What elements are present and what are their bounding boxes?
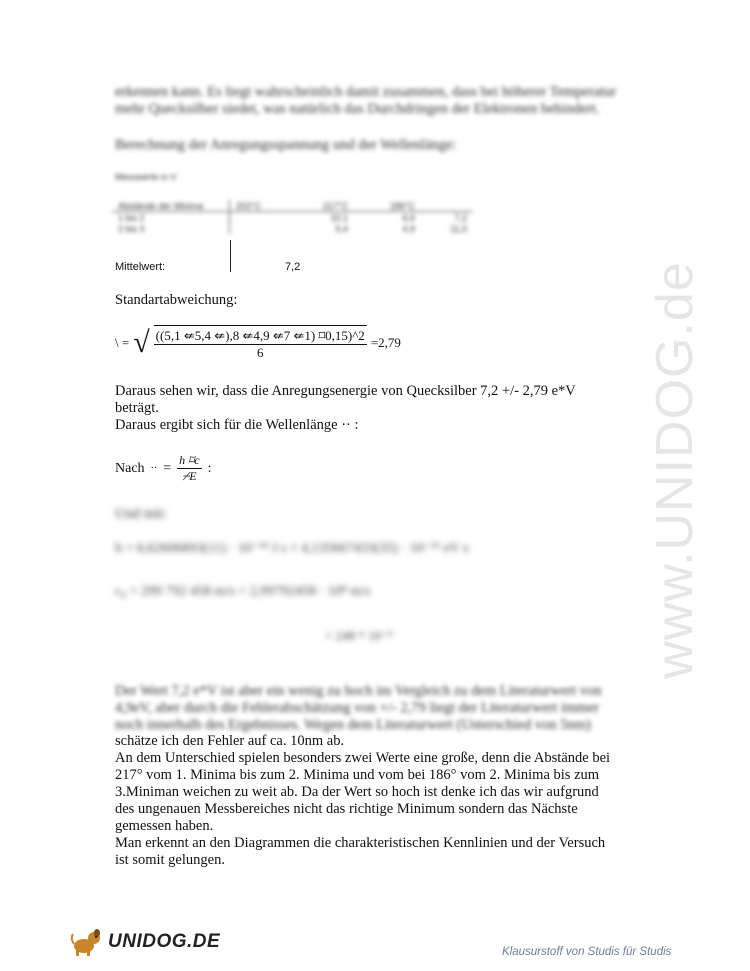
closing-line-6: gemessen haben. (115, 818, 214, 834)
table-divider (230, 240, 231, 272)
std-result: =2,79 (370, 335, 401, 350)
footer-logo[interactable] (70, 928, 220, 956)
table-cell: 4,9 (402, 223, 415, 234)
nach-suffix: : (207, 460, 212, 476)
table-row (112, 223, 473, 234)
table-cell: 1 bis 2 (118, 212, 145, 223)
nach-lambda: ·· (150, 463, 158, 474)
mean-label: Mittelwert: (115, 261, 166, 273)
closing-line-7: Man erkennt an den Diagrammen die charakteristischen Kennlinien und der Versuch (115, 835, 606, 851)
table-header: 186°C (389, 200, 415, 211)
std-numerator: ((5,1 ⇍5,4 ⇍),8 ⇍4,9 ⇍7 ⇍1) ⌑0,15)^2 (155, 328, 365, 343)
closing-line-8: ist somit gelungen. (115, 852, 225, 868)
std-formula (115, 325, 401, 361)
nach-eq: = (163, 460, 172, 476)
lambda-result: = 248 * 10⁻⁹ (325, 628, 393, 643)
section-heading: Berechnung der Anregungsspannung und der Wellenlänge: (115, 137, 457, 153)
blurred-para-line-3: noch innerhalb des Ergebnisses. Wegen dem Literaturwert (Unterschied von 5nm) (115, 717, 591, 733)
table-cell-empty (230, 212, 278, 224)
blurred-para-line-2: 4,9eV, aber durch die Fehlerabschätzung von +/- 2,79 liegt der Literaturwert immer (115, 700, 599, 716)
dog-icon (70, 928, 104, 956)
table-header: 217°C (322, 200, 348, 211)
table-header: Abstände der Minima (118, 200, 204, 211)
planck-line: h = 6,62606893(11) · 10⁻³⁴ J s = 4,135667433(35) · 10⁻¹⁵ eV s (115, 541, 469, 556)
nach-denominator: ⌿E (182, 469, 197, 483)
nach-numerator: h ⌑c (179, 453, 200, 467)
table-header-empty (421, 200, 473, 212)
closing-line-2: An dem Unterschied spielen besonders zwei Werte eine große, denn die Abstände bei (115, 750, 611, 766)
std-denominator: 6 (256, 345, 264, 360)
closing-line-4: 3.Miniman weichen zu weit ab. Da der Wert so hoch ist denke ich das wir aufgrund (115, 784, 599, 800)
std-label: Standartabweichung: (115, 292, 238, 308)
table-header: 202°C (230, 200, 278, 212)
table-cell: 7,2 (454, 212, 467, 223)
table-header-row (112, 200, 473, 212)
measurement-table (112, 200, 473, 234)
closing-line-1: schätze ich den Fehler auf ca. 10nm ab. (115, 733, 345, 749)
logo-text: UNIDOG.DE (108, 931, 221, 952)
table-caption: Messwerte in V (115, 172, 177, 182)
und-mit: Und mit: (115, 506, 167, 522)
blurred-para-line-1: Der Wert 7,2 e*V ist aber ein wenig zu hoch im Vergleich zu dem Literaturwert von (115, 683, 602, 699)
table-cell: 5,4 (335, 223, 348, 234)
footer-tagline: Klausurstoff von Studis für Studis (502, 946, 672, 958)
closing-line-3: 217° vom 1. Minima bis zum 2. Minima und vom bei 186° vom 2. Minima bis zum (115, 767, 600, 783)
result-line-3: Daraus ergibt sich für die Wellenlänge ·· : (115, 417, 359, 433)
table-cell: 6,6 (402, 212, 415, 223)
intro-line-1: erkennen kann. Es liegt wahrscheinlich damit zusammen, dass bei höherer Temperatur (115, 84, 617, 100)
nach-prefix: Nach (115, 460, 145, 476)
table-cell-empty (230, 223, 278, 234)
table-cell: 11,0 (450, 223, 467, 234)
std-formula-prefix: \ = (115, 335, 130, 350)
std-fraction (154, 325, 367, 361)
intro-line-2: mehr Quecksilber siedet, was natürlich das Durchdringen der Elektronen behindert. (115, 101, 600, 117)
watermark (620, 250, 730, 690)
nach-fraction (177, 453, 201, 484)
nach-formula (115, 453, 212, 484)
result-line-1: Daraus sehen wir, dass die Anregungsenergie von Quecksilber 7,2 +/- 2,79 e*V (115, 383, 576, 399)
mean-value: 7,2 (285, 261, 301, 273)
table-cell: 10,1 (330, 212, 348, 223)
table-cell: 2 bis 3 (118, 223, 145, 234)
speed-line: c₀ = 299 792 458 m/s = 2,99792458 · 10⁸ m/s (115, 584, 371, 599)
watermark-text: www.UNIDOG.de (646, 261, 704, 679)
result-line-2: beträgt. (115, 400, 159, 416)
closing-line-5: des ungenauen Messbereiches nicht das richtige Minimum sondern das Nächste (115, 801, 578, 817)
sqrt-sign: √ (133, 326, 150, 359)
table-row (112, 212, 473, 224)
